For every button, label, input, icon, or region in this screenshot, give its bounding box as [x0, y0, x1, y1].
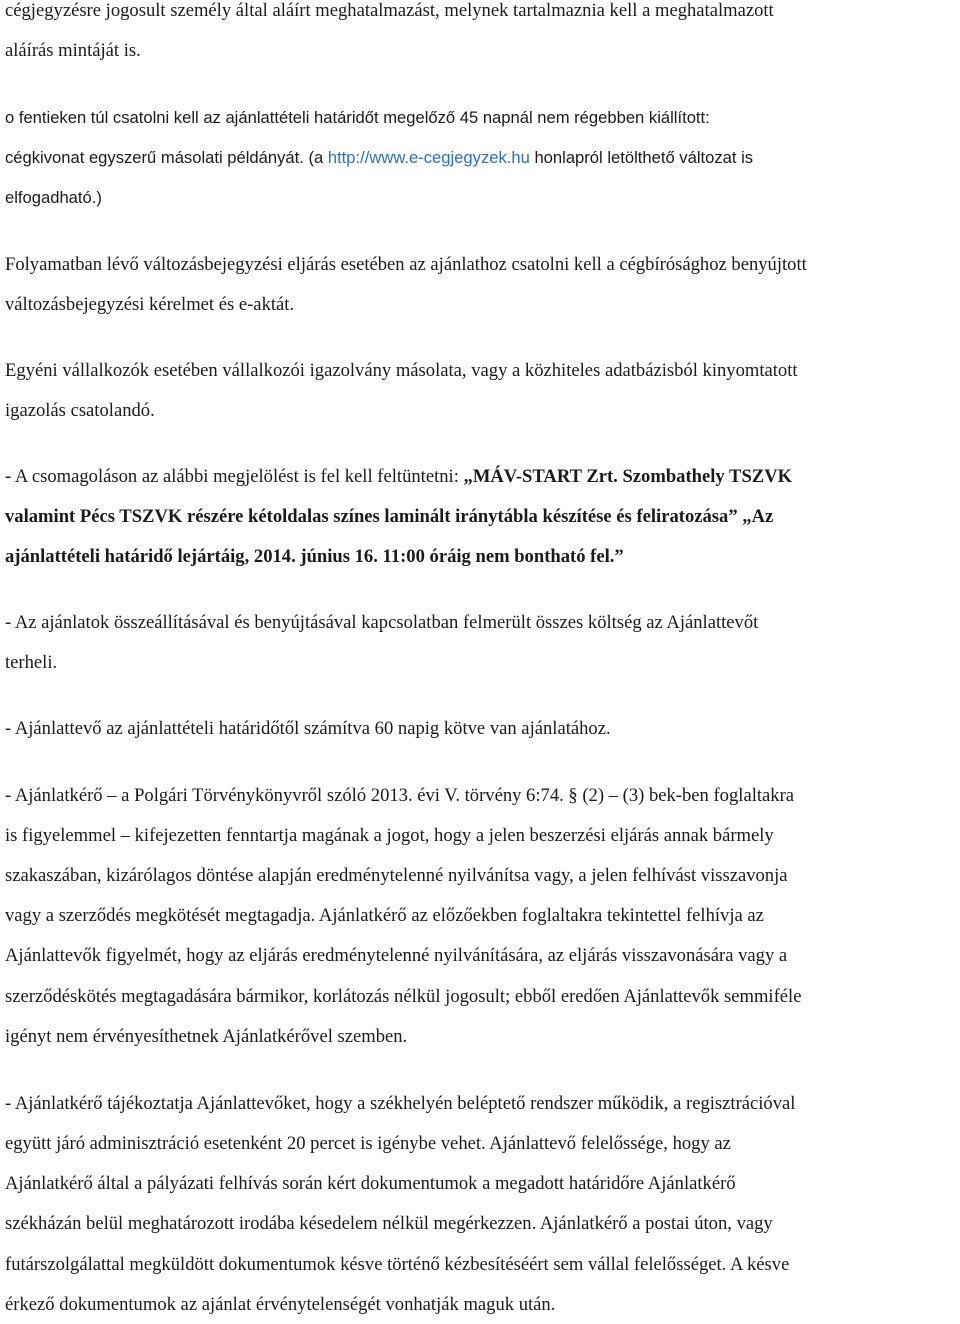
packaging-instruction-text: - A csomagoláson az alábbi megjelölést is fel kell feltüntetni: [5, 466, 464, 487]
paragraph-civil-code-line-6: szerződéskötés megtagadására bármikor, korlátozás nélkül jogosult; ebből eredően Ajánlattevők semmiféle [5, 986, 802, 1007]
paragraph-pending-change-line-1: Folyamatban lévő változásbejegyzési eljárás esetében az ajánlathoz csatolni kell a cégbírósághoz benyújtott [5, 254, 807, 275]
paragraph-entry-system-line-5: futárszolgálattal megküldött dokumentumok késve történő kézbesítéséért sem vállal felelősséget. A késve [5, 1254, 790, 1275]
paragraph-civil-code-line-3: szakaszában, kizárólagos döntése alapján eredménytelenné nyilvánítsa vagy, a jelen felhívást visszavonja [5, 865, 788, 886]
paragraph-binding-period-line-1: - Ajánlattevő az ajánlattételi határidőtől számítva 60 napig kötve van ajánlatához. [5, 718, 611, 739]
paragraph-entry-system-line-2: együtt járó adminisztráció esetenként 20 percet is igénybe vehet. Ajánlattevő felelőssége, hogy az [5, 1133, 731, 1154]
paragraph-company-extract-line-2 [5, 150, 753, 167]
packaging-label-text: „MÁV-START Zrt. Szombathely TSZVK [463, 466, 793, 487]
paragraph-civil-code-line-5: Ajánlattevők figyelmét, hogy az eljárás eredménytelenné nyilvánítására, az eljárás visszavonására vagy a [5, 945, 788, 966]
paragraph-company-extract-line-3: elfogadható.) [5, 188, 102, 207]
paragraph-pending-change-line-2: változásbejegyzési kérelmet és e-aktát. [5, 294, 295, 315]
paragraph-authorization-line-2: aláírás mintáját is. [5, 40, 141, 61]
paragraph-civil-code-line-1: - Ajánlatkérő – a Polgári Törvénykönyvről szóló 2013. évi V. törvény 6:74. § (2) – (3) bek-ben foglaltakra [5, 785, 795, 806]
paragraph-authorization-line-1: cégjegyzésre jogosult személy által aláírt meghatalmazást, melynek tartalmaznia kell a meghatalmazott [5, 0, 774, 21]
paragraph-packaging-line-3 [5, 548, 624, 567]
paragraph-costs-line-1: - Az ajánlatok összeállításával és benyújtásával kapcsolatban felmerült összes költség az Ajánlattevőt [5, 612, 759, 633]
paragraph-packaging-line-1 [5, 468, 792, 487]
paragraph-entry-system-line-4: székházán belül meghatározott irodába késedelem nélkül megérkezzen. Ajánlatkérő a postai úton, vagy [5, 1213, 773, 1234]
paragraph-company-extract-line-1: o fentieken túl csatolni kell az ajánlattételi határidőt megelőző 45 napnál nem régebben kiállított: [5, 108, 710, 127]
company-extract-text: cégkivonat egyszerű másolati példányát. (a [5, 148, 328, 167]
paragraph-sole-trader-line-1: Egyéni vállalkozók esetében vállalkozói igazolvány másolata, vagy a közhiteles adatbázisból kinyomtatott [5, 360, 798, 381]
paragraph-entry-system-line-3: Ajánlatkérő által a pályázati felhívás során kért dokumentumok a megadott határidőre Ajánlatkérő [5, 1173, 736, 1194]
paragraph-costs-line-2: terheli. [5, 652, 58, 673]
paragraph-packaging-line-2 [5, 508, 773, 527]
paragraph-sole-trader-line-2: igazolás csatolandó. [5, 400, 155, 421]
packaging-label-text: ajánlattételi határidő lejártáig, 2014. június 16. 11:00 óráig nem bontható fel.” [5, 546, 624, 567]
packaging-label-text: valamint Pécs TSZVK részére kétoldalas színes laminált iránytábla készítése és feliratozása” „Az [5, 506, 774, 527]
e-cegjegyzek-link[interactable]: http://www.e-cegjegyzek.hu [327, 148, 530, 167]
paragraph-entry-system-line-6: érkező dokumentumok az ajánlat érvénytelenségét vonhatják maguk után. [5, 1294, 556, 1315]
paragraph-civil-code-line-2: is figyelemmel – kifejezetten fenntartja magának a jogot, hogy a jelen beszerzési eljárás annak bármely [5, 825, 774, 846]
company-extract-text-suffix: honlapról letölthető változat is [529, 148, 754, 167]
paragraph-civil-code-line-4: vagy a szerződés megkötését megtagadja. Ajánlatkérő az előzőekben foglaltakra tekintettel felhívja az [5, 905, 764, 926]
paragraph-civil-code-line-7: igényt nem érvényesíthetnek Ajánlatkérővel szemben. [5, 1026, 408, 1047]
paragraph-entry-system-line-1: - Ajánlatkérő tájékoztatja Ajánlattevőket, hogy a székhelyén beléptető rendszer működik, a regisztrációval [5, 1093, 796, 1114]
